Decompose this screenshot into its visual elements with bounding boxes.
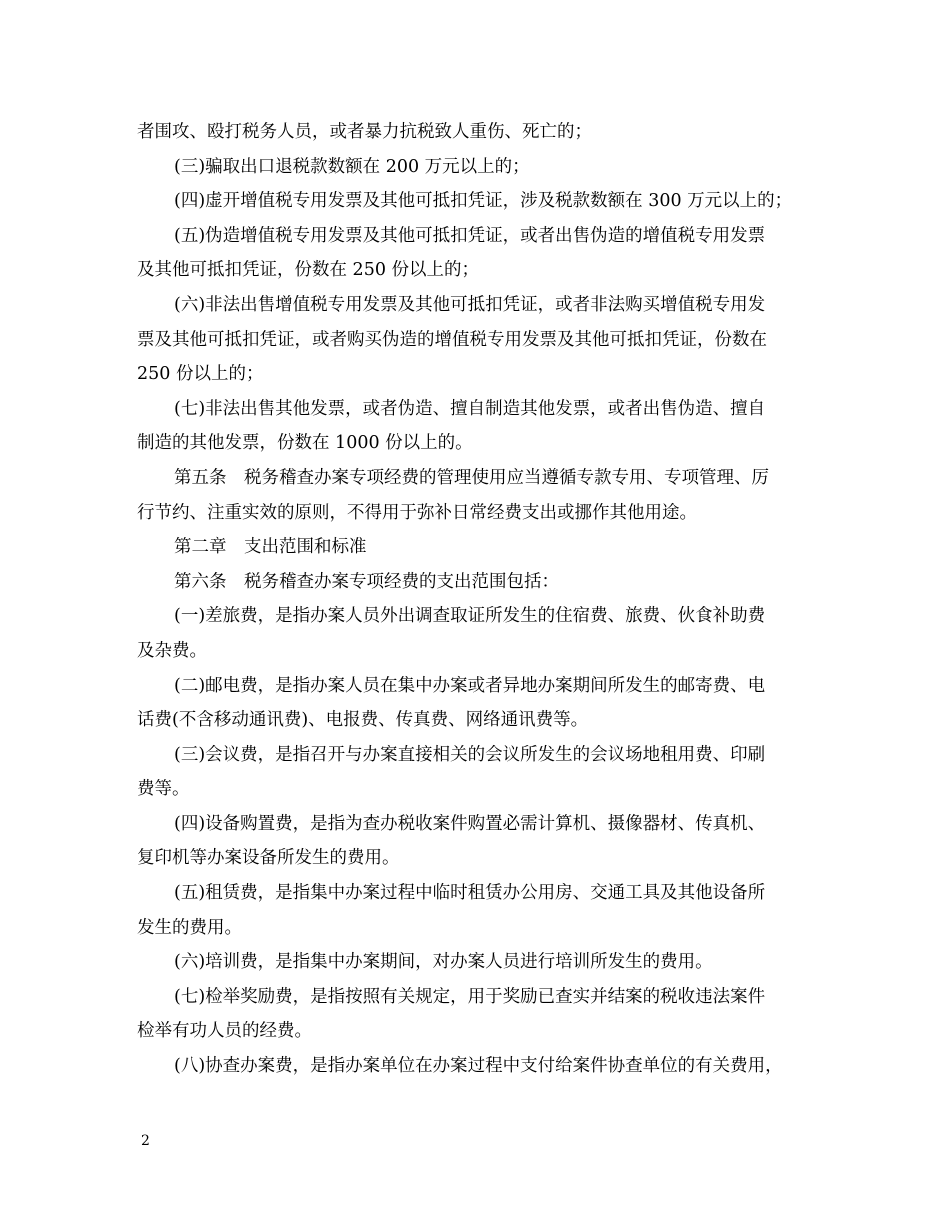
text-line: (八)协查办案费，是指办案单位在办案过程中支付给案件协查单位的有关费用， (174, 1056, 783, 1077)
text-line: 票及其他可抵扣凭证，或者购买伪造的增值税专用发票及其他可抵扣凭证，份数在 (137, 329, 767, 350)
text-line: (六)培训费，是指集中办案期间，对办案人员进行培训所发生的费用。 (174, 952, 713, 973)
text-line: 行节约、注重实效的原则，不得用于弥补日常经费支出或挪作其他用途。 (137, 502, 697, 523)
text-line: (一)差旅费，是指办案人员外出调查取证所发生的住宿费、旅费、伙食补助费 (174, 606, 766, 627)
chapter-heading: 第二章 支出范围和标准 (174, 537, 367, 558)
text-line: (四)设备购置费，是指为查办税收案件购置必需计算机、摄像器材、传真机、 (174, 813, 766, 834)
text-line: 者围攻、殴打税务人员，或者暴力抗税致人重伤、死亡的； (137, 122, 592, 142)
text-line: 费等。 (137, 779, 190, 800)
text-line: 话费(不含移动通讯费)、电报费、传真费、网络通讯费等。 (137, 710, 589, 731)
text-line: (六)非法出售增值税专用发票及其他可抵扣凭证，或者非法购买增值税专用发 (174, 294, 766, 315)
page-number: 2 (141, 1133, 150, 1149)
article-5-line: 第五条 税务稽查办案专项经费的管理使用应当遵循专款专用、专项管理、厉 (174, 467, 769, 488)
text-line: (五)伪造增值税专用发票及其他可抵扣凭证，或者出售伪造的增值税专用发票 (174, 225, 766, 246)
text-line: 复印机等办案设备所发生的费用。 (137, 848, 400, 869)
text-line: (二)邮电费，是指办案人员在集中办案或者异地办案期间所发生的邮寄费、电 (174, 675, 766, 696)
text-line: (四)虚开增值税专用发票及其他可抵扣凭证，涉及税款数额在 300 万元以上的； (174, 191, 793, 212)
article-6-line: 第六条 税务稽查办案专项经费的支出范围包括： (174, 571, 559, 592)
text-line: (七)非法出售其他发票，或者伪造、擅自制造其他发票，或者出售伪造、擅自 (174, 398, 766, 419)
text-line: (三)会议费，是指召开与办案直接相关的会议所发生的会议场地租用费、印刷 (174, 744, 766, 765)
text-line: 及其他可抵扣凭证，份数在 250 份以上的； (137, 260, 480, 281)
text-line: (三)骗取出口退税款数额在 200 万元以上的； (174, 156, 530, 177)
text-line: 及杂费。 (137, 640, 207, 661)
text-line: 250 份以上的； (137, 364, 264, 385)
document-body (137, 115, 819, 1084)
text-line: (五)租赁费，是指集中办案过程中临时租赁办公用房、交通工具及其他设备所 (174, 883, 766, 904)
text-line: 制造的其他发票，份数在 1000 份以上的。 (137, 433, 473, 454)
text-line: 发生的费用。 (137, 917, 242, 938)
text-line: (七)检举奖励费，是指按照有关规定，用于奖励已查实并结案的税收违法案件 (174, 986, 766, 1007)
text-line: 检举有功人员的经费。 (137, 1021, 312, 1042)
